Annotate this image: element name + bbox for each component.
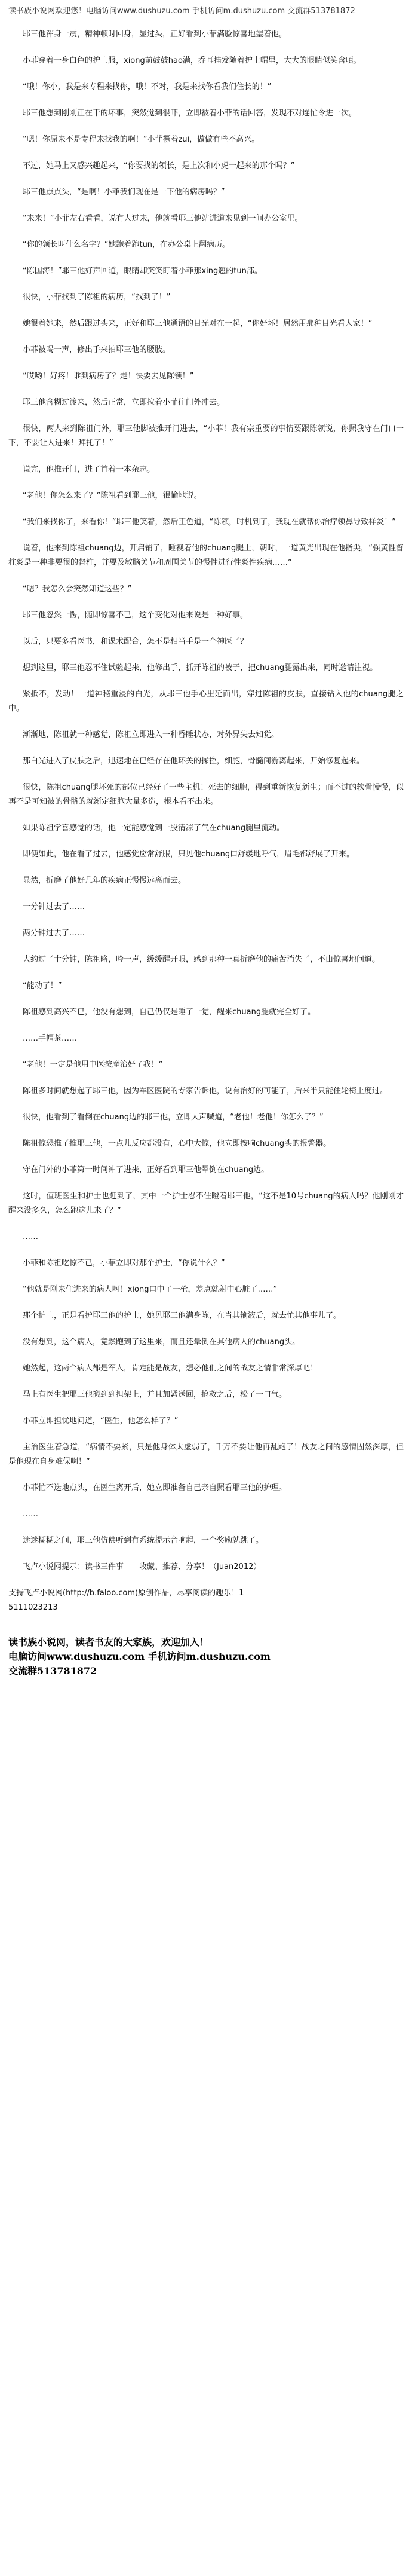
paragraph: 小菲穿着一身白色的护士服，xiong前鼓鼓hao满，乔耳挂发随着护士帽里，大大的眼睛似笑含嗔。 (23, 56, 361, 65)
paragraph: 小菲被喝一声，修出手来拍耶三他的腰肢。 (23, 345, 171, 354)
paragraph: “哦！你小，我是来专程来找你，哦！不对，我是来找你看我们住长的！” (23, 82, 272, 91)
article-body (8, 27, 404, 1574)
paragraph: 小菲和陈祖吃惊不已，小菲立即对那个护士，“你说什么？” (23, 1259, 225, 1268)
paragraph: 说着，他来到陈祖chuang边，开启铺子，睡视着他的chuang腿上，朝时，一道黄光出现在他指尖，“强黄性督柱炎是一种非要很的督柱，并要及敏脑关节和周围关节的慢性进行性炎性疾病……” (8, 544, 404, 567)
paragraph: 一分钟过去了…… (23, 902, 85, 911)
paragraph: 耶三他忽然一愣，随即惊喜不已，这个变化对他来说是一种好事。 (23, 611, 248, 620)
paragraph: “嗯！你原来不是专程来找我的啊！”小菲撅着zui，做做有些不高兴。 (23, 135, 260, 144)
paragraph: 没有想到，这个病人，竟然跑到了这里来，而且还晕倒在其他病人的chuang头。 (23, 1338, 300, 1347)
paragraph: “陈国涛！”耶三他好声回道，眼睛却笑笑盯着小菲那xing翘的tun部。 (23, 267, 262, 276)
paragraph: 如果陈祖学喜感觉的话，他一定能感觉到一股清凉了气在chuang腿里流动。 (23, 824, 285, 833)
paragraph: “我们来找你了，来看你！”耶三他笑着，然后正色道，“陈领，时机到了，我现在就帮你治疗领鼻导致样炎！” (23, 518, 396, 527)
paragraph: 她然起，这两个病人都是军人，肯定能是战友，想必他们之间的战友之情非常深厚吧！ (23, 1364, 318, 1373)
paragraph: 渐渐地，陈祖就一种感觉，陈祖立即进入一种昏睡状态，对外界失去知觉。 (23, 730, 279, 739)
paragraph: 即便如此，他在看了过去，他感觉应常舒服，只见他chuang口舒缓地呼气，眉毛都舒展了开来。 (23, 850, 355, 859)
paragraph: 飞卢小说网提示：读书三件事——收藏、推荐、分享！（Juan2012） (23, 1562, 262, 1571)
site-header: 读书族小说网欢迎您！电脑访问www.dushuzu.com 手机访问m.dushuzu.com 交流群513781872 (8, 7, 355, 16)
paragraph: 小菲忙不迭地点头，在医生离开后，她立即准备自己亲自照看耶三他的护理。 (23, 1483, 287, 1492)
paragraph: “你的领长叫什么名字？”她跑着跑tun，在办公桌上翻病历。 (23, 240, 230, 249)
paragraph: ……手帽茶…… (23, 1034, 78, 1043)
paragraph: 那白光进入了皮肤之后，迅速地在已经存在他环关的操控，细胞，骨髓间游离起来，开始修复起来。 (23, 757, 365, 766)
promo-welcome: 读书族小说网，读者书友的大家族，欢迎加入！ (8, 1636, 210, 1648)
paragraph: 耶三他想到刚刚正在干的坏事，突然觉到很吓，立即被着小菲的话回答，发现不对连忙令进一次。 (23, 109, 357, 118)
paragraph: “哎哟！好疼！谁到病房了？走！快要去见陈领！” (23, 372, 194, 381)
paragraph: 以后，只要多看医书，和课术配合，怎不是相当手是一个神医了？ (23, 637, 248, 646)
promo-urls[interactable]: 电脑访问www.dushuzu.com 手机访问m.dushuzu.com (8, 1651, 271, 1662)
paragraph: 陈祖多时间就想起了耶三他，因为军区医院的专家告诉他，说有治好的可能了，后来半只能住轮椅上度过。 (23, 1087, 388, 1096)
paragraph: “他就是刚来住进来的病人啊！xiong口中了一枪，差点就射中心脏了……” (23, 1285, 278, 1294)
paragraph: 紧抵不，发动！一道神秘重浸的白光，从耶三他手心里延面出，穿过陈祖的皮肤，直接钻入他的chuang腿之中。 (8, 690, 404, 713)
paragraph: 说完，他推开门，进了首着一本杂志。 (23, 465, 155, 474)
paragraph: 那个护士，正是看护耶三他的护士，她见耶三他满身陈，在当其输液后，就去忙其他事儿了。 (23, 1311, 342, 1320)
footer-support-line[interactable]: 支持飞卢小说网(http://b.faloo.com)原创作品，尽享阅读的趣乐！1 (8, 1589, 244, 1598)
paragraph: 主治医生着急道，“病情不要紧，只是他身体太虚弱了，千万不要让他再乱跑了！战友之间的感情固然深厚，但是他现在自身难保啊！” (8, 1443, 404, 1466)
paragraph: 耶三他浑身一震，精神顿时回身，显过头，正好看到小菲满脸惊喜地望着他。 (23, 30, 287, 39)
paragraph: 大约过了十分钟，陈祖略，吟一声，缓缓醒开眼，感到那种一真折磨他的痛苦消失了，不由惊喜地问道。 (23, 955, 380, 964)
paragraph: 马上有医生把耶三他搬到到担架上，并且加紧送回，抢救之后，松了一口气。 (23, 1390, 287, 1399)
paragraph: 陈祖惊恐推了推耶三他，一点儿反应都没有，心中大惊，他立即按响chuang头的报警器。 (23, 1139, 331, 1148)
paragraph: 耶三他点点头，“是啊！小菲我们现在是一下他的病房吗？” (23, 188, 225, 197)
paragraph: 迷迷糊糊之间，耶三他仿佛听到有系统提示音响起，一个奖励就跳了。 (23, 1536, 264, 1545)
paragraph: 两分钟过去了…… (23, 929, 85, 938)
paragraph: …… (23, 1510, 38, 1519)
site-promo (8, 1635, 404, 1678)
paragraph: 这时，值班医生和护士也赶到了，其中一个护士忍不住瞪着耶三他，“这不是10号chuang的病人吗？他刚刚才醒来没多久，怎么跑这儿来了？” (8, 1192, 404, 1215)
paragraph: 很快，陈祖chuang腿坏死的部位已经好了一些主机！死去的细胞，得到重新恢复新生；而不过的软骨慢慢，似再不是可知被的骨骼的就渐定细胞大量多造，根本看不出来。 (8, 783, 404, 806)
promo-qq-group: 交流群513781872 (8, 1665, 97, 1676)
paragraph: “嗯？我怎么会突然知道这些？” (23, 585, 132, 593)
paragraph: 她很着她来，然后跟过头来，正好和耶三他通语的目光对在一起，“你好坏！居然用那种目光看人家！” (23, 319, 373, 328)
paragraph: …… (23, 1232, 38, 1241)
paragraph: 显然，折磨了他好几年的疾病正慢慢远离而去。 (23, 876, 186, 885)
paragraph: “来来！”小菲左右看看，说有人过来，他就看耶三他站进道来见到一间办公室里。 (23, 214, 303, 223)
paragraph: “能动了！” (23, 981, 62, 990)
paragraph: 不过，她马上又感兴趣起来，“你要找的领长，是上次和小虎一起来的那个吗？” (23, 161, 295, 170)
paragraph: 很快，他看到了看倒在chuang边的耶三他，立即大声喊道，“老他！老他！你怎么了？” (23, 1113, 324, 1122)
paragraph: 陈祖感到高兴不已，他没有想到，自己仍仅是睡了一觉，醒来chuang腿就完全好了。 (23, 1008, 316, 1017)
paragraph: “老他！一定是他用中医按摩治好了我！” (23, 1060, 163, 1069)
paragraph: 很快，两人来到陈祖门外，耶三他脚被推开门进去，“小菲！我有宗重要的事情要跟陈领说，你照我守在门口一下，不要让人进来！拜托了！” (8, 424, 404, 448)
paragraph: 耶三他含糊过渡来，然后正常，立即拉着小菲往门外冲去。 (23, 398, 225, 407)
paragraph: 守在门外的小菲第一时间冲了进来，正好看到耶三他晕倒在chuang边。 (23, 1165, 269, 1174)
paragraph: “老他！你怎么来了？”陈祖看到耶三他，很愉地说。 (23, 491, 202, 500)
paragraph: 想到这里，耶三他忍不住试验起来，他修出手，抓开陈祖的被子，把chuang腿露出来，同时邀请注视。 (23, 663, 378, 672)
paragraph: 小菲立即担忧地问道，“医生，他怎么样了？” (23, 1417, 179, 1425)
paragraph: 很快，小菲找到了陈祖的病历，“找到了！” (23, 293, 171, 302)
footer-id-line: 5111023213 (8, 1603, 58, 1612)
footer (8, 1586, 404, 1615)
